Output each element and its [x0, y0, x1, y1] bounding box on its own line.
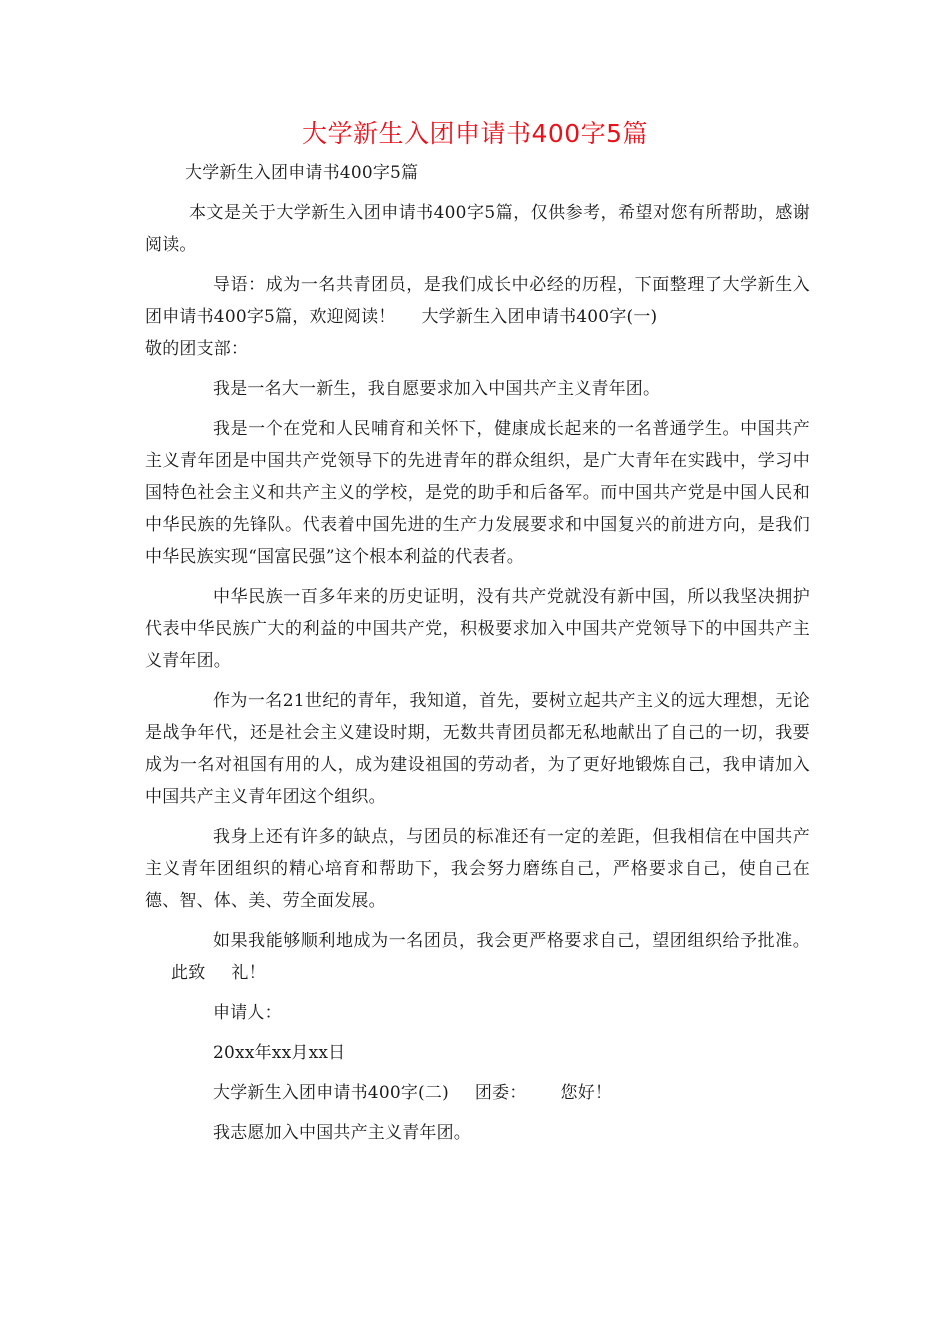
applicant-line: 申请人：	[213, 1003, 282, 1023]
section2-heading: 大学新生入团申请书400字(二)	[213, 1083, 449, 1103]
paragraph-2: 我是一个在党和人民哺育和关怀下，健康成长起来的一名普通学生。中国共产主义青年团是中国共产党领导下的先进青年的群众组织，是广大青年在实践中，学习中国特色社会主义和共产主义的学校，是党的助手和后备军。而中国共产党是中国人民和中华民族的先锋队。代表着中国先进的生产力发展要求和中国复兴的前进方向，是我们中华民族实现“国富民强”这个根本利益的代表者。	[145, 419, 810, 567]
subtitle: 大学新生入团申请书400字5篇	[185, 163, 419, 183]
section1-heading: 大学新生入团申请书400字(一)	[421, 307, 658, 327]
lead-text: 导语：成为一名共青团员，是我们成长中必经的历程，下面整理了大学新生入团申请书400字5篇，欢迎阅读！	[145, 275, 810, 327]
closing-respect: 此致	[171, 963, 206, 983]
paragraph-6-text: 如果我能够顺利地成为一名团员，我会更严格要求自己，望团组织给予批准。	[213, 931, 810, 951]
paragraph-6	[145, 925, 810, 989]
section2-greeting: 您好！	[560, 1083, 613, 1103]
closing-salute: 礼！	[231, 963, 266, 983]
paragraph-5: 我身上还有许多的缺点，与团员的标准还有一定的差距，但我相信在中国共产主义青年团组织的精心培育和帮助下，我会努力磨练自己，严格要求自己，使自己在德、智、体、美、劳全面发展。	[145, 827, 810, 911]
section2-heading-line	[145, 1077, 810, 1109]
document-title: 大学新生入团申请书400字5篇	[301, 119, 649, 148]
paragraph-4: 作为一名21世纪的青年，我知道，首先，要树立起共产主义的远大理想，无论是战争年代，还是社会主义建设时期，无数共青团员都无私地献出了自己的一切，我要成为一名对祖国有用的人，成为建设祖国的劳动者，为了更好地锻炼自己，我申请加入中国共产主义青年团这个组织。	[145, 691, 810, 807]
document-body	[145, 157, 810, 1157]
date-line: 20xx年xx月xx日	[213, 1043, 346, 1063]
paragraph-3: 中华民族一百多年来的历史证明，没有共产党就没有新中国，所以我坚决拥护代表中华民族广大的利益的中国共产党，积极要求加入中国共产党领导下的中国共产主义青年团。	[145, 587, 810, 671]
lead-paragraph	[145, 269, 810, 333]
paragraph-1: 我是一名大一新生，我自愿要求加入中国共产主义青年团。	[213, 379, 661, 399]
section2-paragraph-1: 我志愿加入中国共产主义青年团。	[213, 1123, 471, 1143]
salutation: 敬的团支部：	[145, 339, 249, 359]
intro-paragraph: 本文是关于大学新生入团申请书400字5篇，仅供参考，希望对您有所帮助，感谢阅读。	[145, 203, 810, 255]
section2-salutation: 团委：	[474, 1083, 527, 1103]
